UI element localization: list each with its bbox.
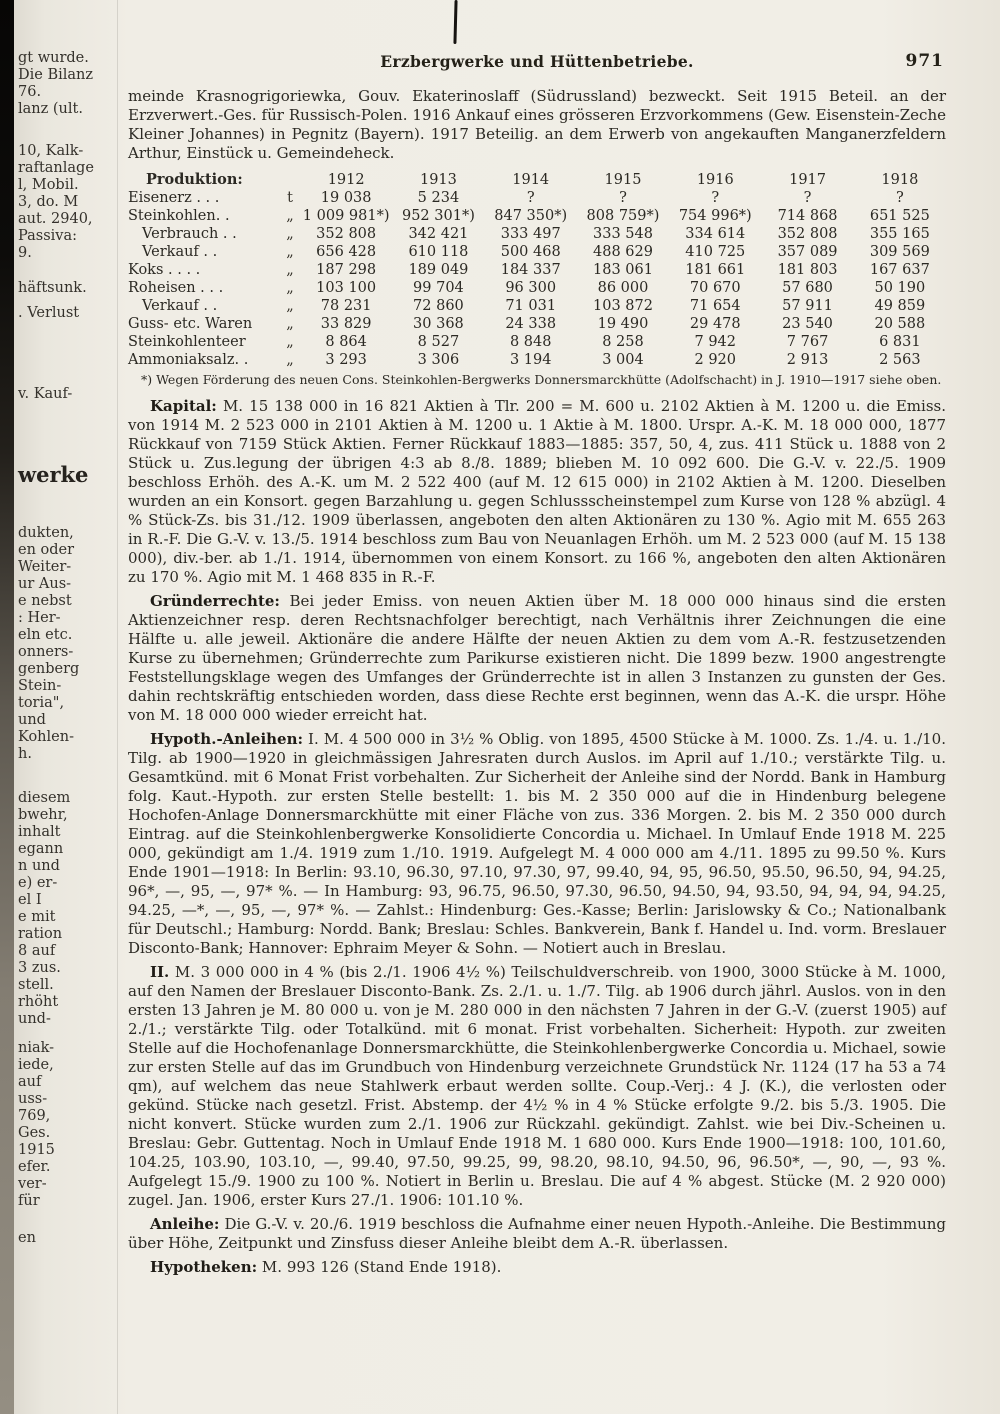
table-cell-value: 410 725 <box>685 244 746 260</box>
margin-text-fragment: niak- <box>18 1040 55 1056</box>
produktion-table <box>128 170 946 369</box>
margin-text-fragment: lanz (ult. <box>18 101 83 117</box>
table-cell-value: 96 300 <box>505 280 557 296</box>
table-cell-value: 181 803 <box>777 262 838 278</box>
page-number: 971 <box>905 51 944 71</box>
margin-text-fragment: egann <box>18 841 64 857</box>
scan-artifact-line <box>453 0 457 44</box>
table-cell-value: 309 569 <box>869 244 930 260</box>
table-cell-value: 847 350*) <box>494 208 568 224</box>
table-cell-value: 86 000 <box>597 280 649 296</box>
hypoth-anleihen-lead: Hypoth.-Anleihen: <box>150 730 304 748</box>
table-cell-value: 808 759*) <box>586 208 660 224</box>
table-row <box>128 243 946 261</box>
year-column-header: 1915 <box>604 171 642 188</box>
paragraph-anleihe-ii <box>128 963 946 1210</box>
table-cell-value: 72 860 <box>413 298 464 314</box>
table-cell-value: 103 100 <box>316 280 377 296</box>
table-cell-value: 352 808 <box>316 226 377 242</box>
table-row <box>128 279 946 297</box>
row-label: Eisenerz . . . <box>128 190 220 206</box>
margin-text-fragment: aut. 2940, <box>18 211 93 227</box>
table-cell-value: 2 920 <box>694 352 737 368</box>
row-label: Steinkohlen. . <box>128 208 230 224</box>
table-header-row <box>128 170 946 189</box>
margin-text-fragment: el I <box>18 892 42 908</box>
table-cell-value: 19 490 <box>597 316 649 332</box>
margin-text-fragment: iede, <box>18 1057 54 1073</box>
row-unit: „ <box>286 316 294 332</box>
table-cell-value: 3 004 <box>602 352 644 368</box>
margin-text-fragment: uss- <box>18 1091 48 1107</box>
margin-text-fragment: h. <box>18 746 32 762</box>
table-cell-value: 78 231 <box>320 298 372 314</box>
table-cell-value: 355 165 <box>869 226 930 242</box>
margin-text-fragment: Weiter- <box>18 559 72 575</box>
margin-text-fragment: raftanlage <box>18 160 94 176</box>
margin-text-fragment: Passiva: <box>18 228 77 244</box>
margin-text-fragment: en oder <box>18 542 75 558</box>
table-cell-value: 30 368 <box>413 316 464 332</box>
table-cell-value: ? <box>619 190 627 206</box>
table-cell-value: 70 670 <box>689 280 741 296</box>
margin-text-fragment: toria", <box>18 695 65 711</box>
table-cell-value: 333 497 <box>500 226 561 242</box>
row-unit: t <box>287 190 293 206</box>
row-label: Koks . . . . <box>128 262 201 278</box>
table-footnote: *) Wegen Förderung des neuen Cons. Steinkohlen-Bergwerks Donnersmarckhütte (Adolfschacht) in J. 1910—1917 siehe oben. <box>141 372 942 387</box>
paragraph-anleihe <box>128 1215 946 1253</box>
table-cell-value: 49 859 <box>874 298 926 314</box>
row-label: Verkauf . . <box>142 298 218 314</box>
row-label: Verkauf . . <box>142 244 218 260</box>
row-unit: „ <box>286 262 294 278</box>
row-unit: „ <box>286 226 294 242</box>
margin-text-fragment: 769, <box>18 1108 51 1124</box>
margin-text-fragment: e nebst <box>18 593 72 609</box>
table-cell-value: 3 194 <box>509 352 552 368</box>
table-cell-value: 714 868 <box>777 208 838 224</box>
year-column-header: 1914 <box>512 171 550 188</box>
margin-text-fragment: stell. <box>18 977 54 993</box>
margin-text-fragment: Ges. <box>18 1125 51 1141</box>
table-cell-value: 103 872 <box>593 298 653 314</box>
anleihe-lead: Anleihe: <box>150 1215 220 1233</box>
anleihe-text: Die G.-V. v. 20./6. 1919 beschloss die Aufnahme einer neuen Hypoth.-Anleihe. Die Bestimmung über Höhe, Zeitpunkt und Zinsfuss dieser Anleihe bleibt dem A.-R. überlassen. <box>128 1215 946 1252</box>
margin-text-fragment: ration <box>18 926 63 942</box>
table-row <box>128 207 946 225</box>
table-row <box>128 261 946 279</box>
margin-text-fragment: en <box>18 1230 36 1246</box>
margin-text-fragment: bwehr, <box>18 807 68 823</box>
table-row <box>128 333 946 351</box>
margin-text-fragment: 3 zus. <box>18 960 61 976</box>
hypotheken-lead: Hypotheken: <box>150 1258 258 1276</box>
margin-text-fragment: v. Kauf- <box>18 386 73 402</box>
row-label: Guss- etc. Waren <box>128 316 253 332</box>
paragraph-kapital <box>128 397 946 587</box>
table-title: Produktion: <box>146 171 243 188</box>
margin-text-fragment: und- <box>18 1011 51 1027</box>
margin-text-fragment: onners- <box>18 644 74 660</box>
table-cell-value: 8 527 <box>417 334 460 350</box>
margin-text-fragment: efer. <box>18 1159 51 1175</box>
table-unit-header <box>280 170 300 189</box>
table-cell-value: 33 829 <box>320 316 372 332</box>
table-cell-value: ? <box>895 190 904 206</box>
margin-text-fragment: n und <box>18 858 60 874</box>
table-cell-value: 333 548 <box>593 226 653 242</box>
intro-paragraph: meinde Krasnogrigoriewka, Gouv. Ekaterinoslaff (Südrussland) bezweckt. Seit 1915 Beteil. an der Erzverwert.-Ges. für Russisch-Polen. 1916 Ankauf eines grösseren Erzvorkommens (Gew. Eisenstein-Zeche Kleiner Johannes) in Pegnitz (Bayern). 1917 Beteilig. an dem Erwerb von angekauften Manganerzfeldern Arthur, Einstück u. Gemeindeheck. <box>128 87 946 162</box>
margin-text-fragment: gt wurde. <box>18 50 89 66</box>
row-unit: „ <box>286 208 294 224</box>
table-cell-value: 57 911 <box>782 298 833 314</box>
margin-text-fragment: diesem <box>18 790 71 806</box>
year-column-header: 1918 <box>881 171 919 188</box>
table-cell-value: 23 540 <box>782 316 833 332</box>
table-cell-value: 500 468 <box>500 244 561 260</box>
row-unit: „ <box>286 244 294 260</box>
margin-text-fragment: inhalt <box>18 824 61 840</box>
margin-text-fragment: 76. <box>18 84 42 100</box>
margin-text-fragment: 8 auf <box>18 943 56 959</box>
table-cell-value: ? <box>803 190 812 206</box>
table-cell-value: 754 996*) <box>678 208 752 224</box>
margin-text-fragment: werke <box>18 462 89 487</box>
row-unit: „ <box>286 298 294 314</box>
margin-text-fragment: häftsunk. <box>18 280 87 296</box>
paragraph-hypoth-anleihen <box>128 730 946 958</box>
gruenderrechte-lead: Gründerrechte: <box>150 592 280 610</box>
margin-text-fragment: Stein- <box>18 678 62 694</box>
paragraph-gruenderrechte <box>128 592 946 725</box>
table-cell-value: 3 293 <box>325 352 367 368</box>
table-cell-value: 187 298 <box>316 262 377 278</box>
year-column-header: 1916 <box>696 171 734 188</box>
table-cell-value: 50 190 <box>874 280 926 296</box>
table-cell-value: 8 258 <box>602 334 644 350</box>
table-cell-value: 656 428 <box>316 244 377 260</box>
table-cell-value: 99 704 <box>413 280 464 296</box>
left-margin-fragments <box>0 0 112 1414</box>
row-label: Steinkohlenteer <box>128 334 246 350</box>
table-cell-value: 8 848 <box>509 334 552 350</box>
table-cell-value: 651 525 <box>869 208 930 224</box>
row-unit: „ <box>286 280 294 296</box>
margin-text-fragment: genberg <box>18 661 80 677</box>
margin-text-fragment: für <box>18 1193 40 1209</box>
table-cell-value: 24 338 <box>505 316 557 332</box>
page-content <box>128 52 946 1280</box>
margin-text-fragment: und <box>18 712 46 728</box>
table-cell-value: 181 661 <box>685 262 746 278</box>
margin-text-fragment: ver- <box>18 1176 47 1192</box>
margin-text-fragment: 1915 <box>18 1142 55 1158</box>
anleihe-ii-text: M. 3 000 000 in 4 % (bis 2./1. 1906 4½ %) Teilschuldverschreib. von 1900, 3000 Stücke à M. 1000, auf den Namen der Breslauer Disconto-Bank. Zs. 2./1. u. 1./7. Tilg. ab 1906 durch jährl. Auslos. von in den ersten 13 Jahren je M. 80 000 u. von je M. 280 000 in den nächsten 7 Jahren in der G.-V. (zuerst 1905) auf 2./1.; verstärkte Tilg. oder Totalkünd. mit 6 monat. Frist vorbehalten. Sicherheit: Hypoth. zur zweiten Stelle auf die Hochofenanlage Donnersmarckhütte, die Steinkohlenbergwerke Concordia u. Michael, sowie zur ersten Stelle auf das im Grundbuch von Hindenburg verzeichnete Grundstück Nr. 1124 (17 ha 53 a 74 qm), auf welchem das neue Stahlwerk erbaut werden sollte. Coup.-Verj.: 4 J. (K.), die verlosten oder gekünd. Stücke nach gesetzl. Frist. Abstemp. der 4½ % in 4 % Stücke erfolgte 9./2. bis 5./3. 1905. Die nicht konvert. Stücke wurden zum 2./1. 1906 zur Rückzahl. gekündigt. Zahlst. wie bei Div.-Scheinen u. Breslau: Gebr. Guttentag. Noch in Umlauf Ende 1918 M. 1 680 000. Kurs Ende 1900—1918: 100, 101.60, 104.25, 103.90, 103.10, —, 99.40, 97.50, 99.25, 99, 98.20, 98.10, 94.50, 96, 96.50*, —, 90, —, 93 %. Aufgelegt 15./9. 1900 zu 100 %. Notiert in Berlin u. Breslau. Die auf 4 % abgest. Stücke (M. 2 920 000) zugel. Jan. 1906, erster Kurs 27./1. 1906: 101.10 %. <box>128 963 946 1209</box>
table-cell-value: 8 864 <box>325 334 367 350</box>
table-cell-value: 334 614 <box>685 226 746 242</box>
year-column-header: 1917 <box>789 171 826 188</box>
table-cell-value: 610 118 <box>408 244 469 260</box>
margin-text-fragment: . Verlust <box>18 305 80 321</box>
table-cell-value: 488 629 <box>593 244 653 260</box>
margin-text-fragment: e) er- <box>18 875 58 891</box>
table-cell-value: 184 337 <box>500 262 561 278</box>
table-cell-value: 2 913 <box>786 352 829 368</box>
table-cell-value: ? <box>526 190 535 206</box>
margin-text-fragment: 9. <box>18 245 32 261</box>
row-label: Roheisen . . . <box>128 280 224 296</box>
table-cell-value: 5 234 <box>417 190 460 206</box>
table-cell-value: 1 009 981*) <box>302 208 390 224</box>
hypoth-anleihen-text: I. M. 4 500 000 in 3½ % Oblig. von 1895, 4500 Stücke à M. 1000. Zs. 1./4. u. 1./10. Tilg. ab 1900—1920 in gleichmässigen Jahresraten durch Auslos. im April auf 1./10.; verstärkte Tilg. u. Gesamtkünd. mit 6 Monat Frist vorbehalten. Zur Sicherheit der Anleihe sind der Nordd. Bank in Hamburg folg. Kaut.-Hypoth. zur ersten Stelle bestellt: 1. bis M. 2 350 000 auf die in Hindenburg belegene Hochofen-Anlage Donnersmarckhütte mit einer Fläche von zus. 336 Morgen. 2. bis M. 2 350 000 durch Eintrag. auf die Steinkohlenbergwerke Konsolidierte Concordia u. Michael. In Umlauf Ende 1918 M. 225 000, gekündigt am 1./4. 1919 zum 1./10. 1919. Aufgelegt M. 4 000 000 am 4./11. 1895 zu 99.50 %. Kurs Ende 1901—1918: In Berlin: 93.10, 96.30, 97.10, 97.30, 97, 99.40, 94, 95, 96.50, 95.50, 96.50, 94, 94.25, 96*, —, 95, —, 97* %. — In Hamburg: 93, 96.75, 96.50, 97.30, 96.50, 94.50, 94, 93.50, 94, 94, 94, 94.25, 94.25, —*, —, 95, —, 97* %. — Zahlst.: Hindenburg: Ges.-Kasse; Berlin: Jarislowsky & Co.; Nationalbank für Deutschl.; Hamburg: Nordd. Bank; Breslau: Schles. Bankverein, Bank f. Handel u. Ind. vorm. Breslauer Disconto-Bank; Hannover: Ephraim Meyer & Sohn. — Notiert auch in Breslau. <box>128 730 946 957</box>
table-cell-value: 342 421 <box>408 226 469 242</box>
table-cell-value: 29 478 <box>689 316 741 332</box>
table-cell-value: 71 031 <box>505 298 557 314</box>
row-label: Verbrauch . . <box>142 226 237 242</box>
table-row <box>128 225 946 243</box>
running-header <box>128 52 946 71</box>
table-row <box>128 189 946 207</box>
margin-text-fragment: eln etc. <box>18 627 73 643</box>
margin-text-fragment: Kohlen- <box>18 729 74 745</box>
table-cell-value: 952 301*) <box>401 208 475 224</box>
table-cell-value: 183 061 <box>593 262 653 278</box>
table-row <box>128 297 946 315</box>
paragraph-hypotheken <box>128 1258 946 1277</box>
margin-text-fragment: 3, do. M <box>18 194 79 210</box>
table-cell-value: 357 089 <box>777 244 838 260</box>
margin-text-fragment: e mit <box>18 909 56 925</box>
kapital-lead: Kapital: <box>150 397 217 415</box>
table-cell-value: 6 831 <box>879 334 921 350</box>
table-cell-value: 7 942 <box>694 334 737 350</box>
table-cell-value: 2 563 <box>879 352 921 368</box>
table-cell-value: 189 049 <box>408 262 469 278</box>
table-cell-value: ? <box>711 190 720 206</box>
margin-text-fragment: Die Bilanz <box>18 67 94 83</box>
margin-text-fragment: : Her- <box>18 610 61 626</box>
table-cell-value: 20 588 <box>874 316 926 332</box>
kapital-text: M. 15 138 000 in 16 821 Aktien à Tlr. 200 = M. 600 u. 2102 Aktien à M. 1200 u. die Emiss. von 1914 M. 2 523 000 in 2101 Aktien à M. 1200 u. 1 Aktie à M. 1800. Urspr. A.-K. M. 18 000 000, 1877 Rückkauf von 7159 Stück Aktien. Ferner Rückkauf 1883—1885: 357, 50, 4, zus. 411 Stück u. 1888 von 2 Stück u. Zus.legung der übrigen 4:3 ab 8./8. 1889; blieben M. 10 092 600. Die G.-V. v. 22./5. 1909 beschloss Erhöh. des A.-K. um M. 2 522 400 (auf M. 12 615 000) in 2102 Aktien à M. 1200. Dieselben wurden an ein Konsort. gegen Barzahlung u. gegen Schlussscheinstempel zum Kurse von 128 % abzügl. 4 % Stück-Zs. bis 31./12. 1909 überlassen, angeboten den alten Aktionären zu 130 %. Agio mit M. 655 263 in R.-F. Die G.-V. v. 13./5. 1914 beschloss zum Bau von Neuanlagen Erhöh. um M. 2 523 000 (auf M. 15 138 000), div.-ber. ab 1./1. 1914, übernommen von einem Konsort. zu 166 %, angeboten den alten Aktionären zu 170 %. Agio mit M. 1 468 835 in R.-F. <box>128 397 946 586</box>
table-row <box>128 351 946 369</box>
page-crease <box>117 0 118 1414</box>
margin-text-fragment: dukten, <box>18 525 74 541</box>
table-cell-value: 3 306 <box>417 352 460 368</box>
table-cell-value: 7 767 <box>786 334 829 350</box>
anleihe-ii-lead: II. <box>150 963 170 981</box>
margin-text-fragment: l, Mobil. <box>18 177 79 193</box>
row-unit: „ <box>286 334 294 350</box>
hypotheken-text: M. 993 126 (Stand Ende 1918). <box>261 1258 502 1276</box>
table-cell-value: 57 680 <box>782 280 833 296</box>
year-column-header: 1912 <box>327 171 365 188</box>
row-unit: „ <box>286 352 294 368</box>
page-header-title: Erzbergwerke und Hüttenbetriebe. <box>380 52 694 71</box>
table-cell-value: 352 808 <box>777 226 838 242</box>
margin-text-fragment: ur Aus- <box>18 576 72 592</box>
table-cell-value: 71 654 <box>689 298 741 314</box>
margin-text-fragment: 10, Kalk- <box>18 143 84 159</box>
row-label: Ammoniaksalz. . <box>128 352 249 368</box>
margin-text-fragment: auf <box>18 1074 42 1090</box>
gruenderrechte-text: Bei jeder Emiss. von neuen Aktien über M. 18 000 000 hinaus sind die ersten Aktienzeichner resp. deren Rechtsnachfolger berechtigt, nach Verhältnis ihrer Zeichnungen die eine Hälfte u. alle jeweil. Aktionäre die andere Hälfte der neuen Aktien zu dem vom A.-R. festzusetzenden Kurse zu übernehmen; Gründerrechte zum Parikurse existieren nicht. Die 1899 bezw. 1900 angestrengte Feststellungsklage wegen des Umfanges der Gründerrechte ist in allen 3 Instanzen zu gunsten der Ges. dahin rechtskräftig entschieden worden, dass diese Rechte erst beginnen, wenn das A.-K. die urspr. Höhe von M. 18 000 000 wieder erreicht hat. <box>128 592 946 724</box>
table-cell-value: 167 637 <box>869 262 930 278</box>
margin-text-fragment: rhöht <box>18 994 59 1010</box>
table-cell-value: 19 038 <box>320 190 372 206</box>
table-row <box>128 315 946 333</box>
year-column-header: 1913 <box>419 171 457 188</box>
